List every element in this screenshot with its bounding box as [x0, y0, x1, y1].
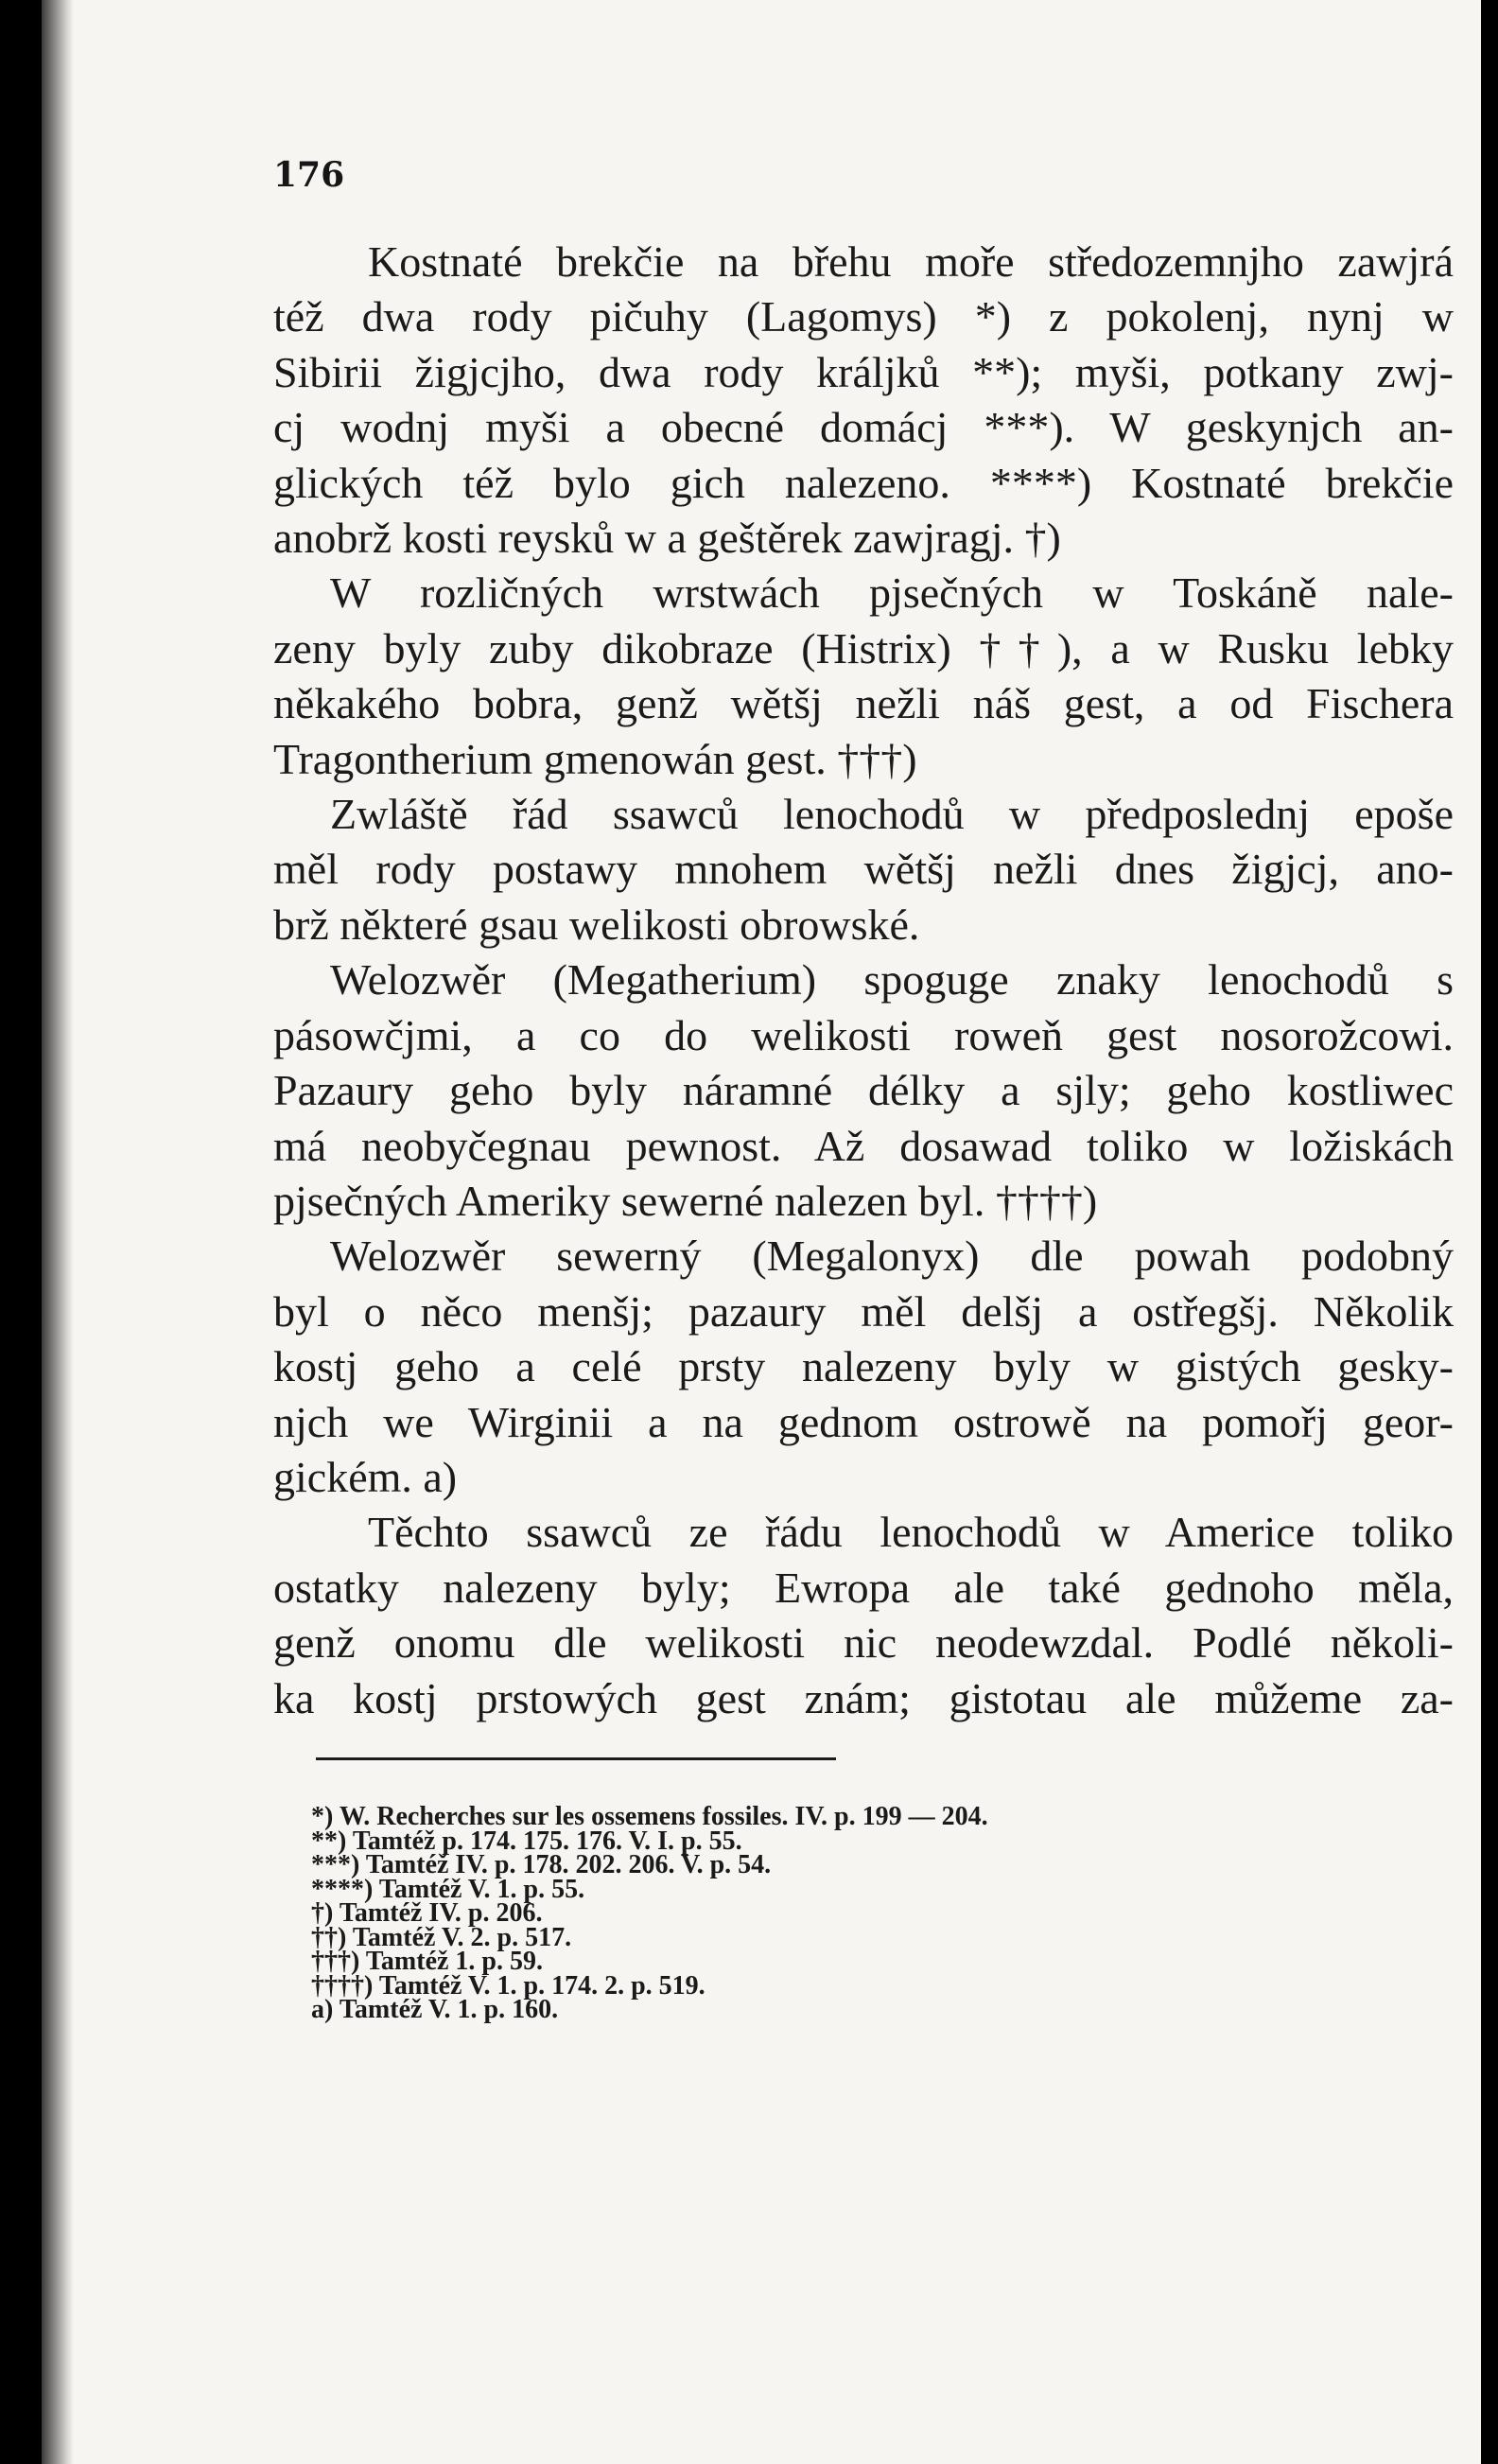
paragraph — [273, 566, 1454, 787]
text-line: W rozličných wrstwách pjsečných w Toskáně nale- — [330, 568, 1454, 618]
text-line: Tragontherium gmenowán gest. †††) — [273, 734, 917, 783]
text-line: gickém. a) — [273, 1452, 458, 1501]
text-line: pjsečných Ameriky sewerné nalezen byl. ††††) — [273, 1176, 1098, 1225]
paragraph — [273, 235, 1454, 566]
footnote: ****) Tamtéž V. 1. p. 55. — [311, 1874, 585, 1904]
paragraph — [273, 952, 1454, 1229]
text-line: má neobyčegnau pewnost. Až dosawad toliko w ložiskách — [273, 1121, 1454, 1170]
paragraph — [273, 787, 1454, 952]
paragraph — [273, 1229, 1454, 1505]
text-line: pásowčjmi, a co do welikosti roweň gest nosorožcowi. — [273, 1010, 1454, 1059]
text-line: anobrž kosti reysků w a geštěrek zawjragj. †) — [273, 514, 1061, 563]
footnote: †††) Tamtéž 1. p. 59. — [311, 1947, 543, 1976]
text-line: Pazaury geho byly náramné délky a sjly; geho kostliwec — [273, 1066, 1454, 1115]
text-line: též dwa rody pičuhy (Lagomys) *) z pokolenj, nynj w — [273, 292, 1454, 341]
text-line: njch we Wirginii a na gednom ostrowě na pomořj geor- — [273, 1397, 1454, 1446]
text-line: Welozwěr (Megatherium) spoguge znaky lenochodů s — [330, 955, 1454, 1005]
text-line: Sibirii žigjcjho, dwa rody králjků **); myši, potkany zwj- — [273, 347, 1454, 396]
text-line: kostj geho a celé prsty nalezeny byly w gistých gesky- — [273, 1342, 1454, 1391]
text-line: cj wodnj myši a obecné domácj ***). W geskynjch an- — [273, 403, 1454, 452]
footnote: **) Tamtéž p. 174. 175. 176. V. I. p. 55. — [311, 1826, 742, 1856]
footnote: †) Tamtéž IV. p. 206. — [311, 1898, 543, 1928]
text-line: Kostnaté brekčie na břehu moře středozemnjho zawjrá — [368, 237, 1454, 286]
text-line: Zwláště řád ssawců lenochodů w předposlednj epoše — [330, 790, 1454, 839]
text-line: někakého bobra, genž wětšj nežli náš gest, a od Fischera — [273, 679, 1454, 728]
text-line: Welozwěr sewerný (Megalonyx) dle powah podobný — [330, 1232, 1454, 1281]
text-line: ka kostj prstowých gest znám; gistotau ale můžeme za- — [273, 1673, 1454, 1722]
footnote: a) Tamtéž V. 1. p. 160. — [311, 1995, 559, 2024]
body-text — [273, 235, 1454, 1726]
text-line: ostatky nalezeny byly; Ewropa ale také gednoho měla, — [273, 1563, 1454, 1612]
text-line: zeny byly zuby dikobraze (Histrix) ††), a w Rusku lebky — [273, 623, 1454, 673]
page-gutter-shadow — [42, 0, 74, 2464]
text-line: Těchto ssawců ze řádu lenochodů w Americe toliko — [368, 1508, 1454, 1557]
text-line: měl rody postawy mnohem wětšj nežli dnes žigjcj, ano- — [273, 845, 1454, 894]
page-number: 176 — [273, 155, 345, 195]
footnote: ††††) Tamtéž V. 1. p. 174. 2. p. 519. — [311, 1970, 705, 2001]
footnote-separator-rule — [316, 1757, 836, 1760]
footnote: ††) Tamtéž V. 2. p. 517. — [311, 1922, 572, 1952]
text-line: byl o něco menšj; pazaury měl delšj a ostřegšj. Několik — [273, 1286, 1454, 1336]
footnote: *) W. Recherches sur les ossemens fossiles. IV. p. 199 — 204. — [311, 1802, 988, 1831]
text-line: genž onomu dle welikosti nic neodewzdal. Podlé několi- — [273, 1618, 1454, 1668]
book-page — [42, 0, 1481, 2464]
text-line: brž některé gsau welikosti obrowské. — [273, 900, 920, 949]
footnotes — [311, 1802, 1257, 2024]
text-line: glických též bylo gich nalezeno. ****) Kostnaté brekčie — [273, 458, 1454, 507]
footnote: ***) Tamtéž IV. p. 178. 202. 206. V. p. 54. — [311, 1850, 772, 1879]
paragraph — [273, 1505, 1454, 1726]
